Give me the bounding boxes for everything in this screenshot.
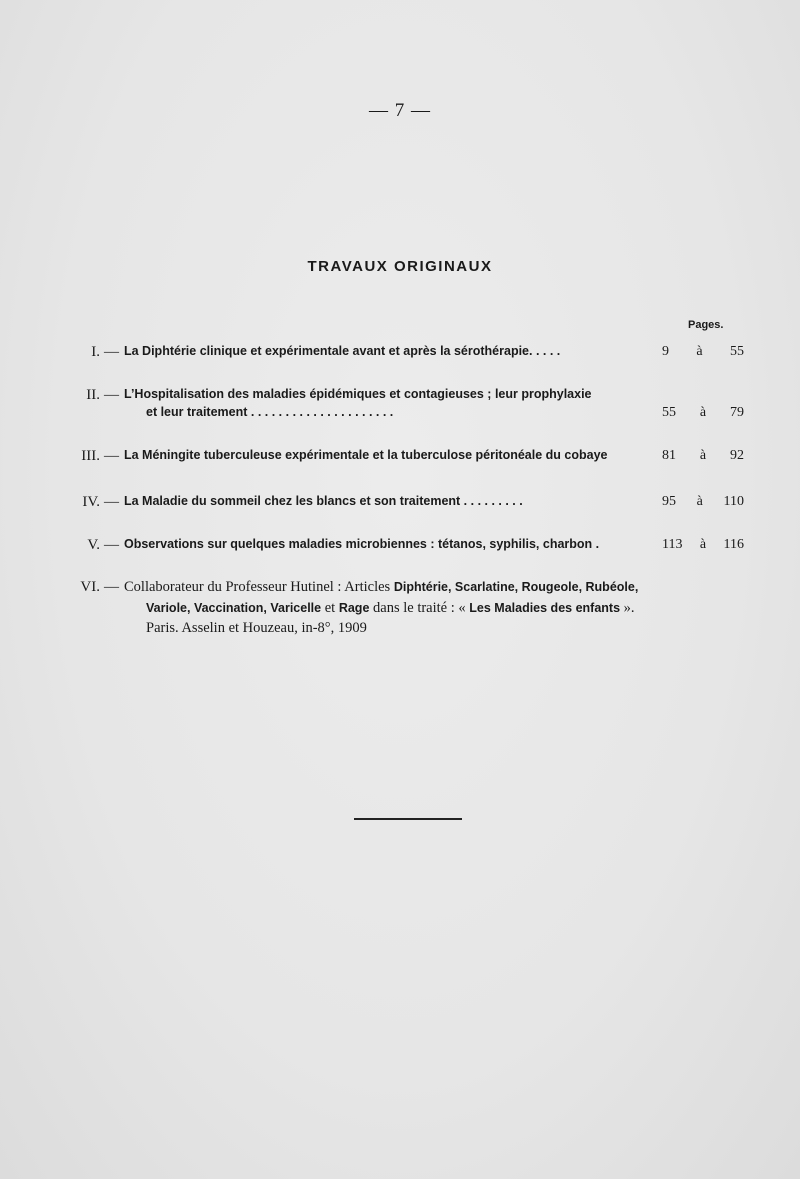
page-from: 95: [662, 494, 676, 509]
entry-title: Observations sur quelques maladies microbiennes : tétanos, syphilis, charbon .: [124, 537, 600, 551]
page-range: [662, 344, 744, 360]
entry-vi-text: dans le traité : «: [369, 600, 470, 616]
entry-vi-line3: [146, 620, 367, 637]
entry-vi-bold: Diphtérie, Scarlatine, Rougeole, Rubéole,: [393, 580, 639, 594]
page-range: [662, 405, 744, 421]
entry-vi-line2: [146, 600, 635, 617]
page-a: à: [696, 344, 703, 359]
page-to: 116: [723, 537, 744, 552]
entry-title: La Méningite tuberculeuse expérimentale et la tuberculose péritonéale du cobaye: [124, 448, 608, 462]
page-from: 81: [662, 448, 676, 463]
entry-dash: —: [104, 344, 119, 360]
page-number: — 7 —: [369, 100, 431, 121]
entry-vi-text: et: [321, 600, 339, 616]
page-from: 113: [662, 537, 683, 552]
entry-dash: —: [104, 579, 119, 595]
page-to: 79: [730, 405, 744, 420]
entry-number: III.: [81, 448, 100, 464]
entry-title: La Maladie du sommeil chez les blancs et son traitement . . . . . . . . .: [124, 494, 523, 508]
entry-title: L’Hospitalisation des maladies épidémiques et contagieuses ; leur prophylaxie: [124, 387, 592, 401]
entry-dash: —: [104, 387, 119, 403]
divider: [354, 818, 462, 820]
page-range: [662, 537, 744, 553]
page-title: TRAVAUX ORIGINAUX: [307, 258, 493, 275]
page-to: 55: [730, 344, 744, 359]
entry-vi-bold: Rage: [338, 601, 370, 615]
entry-vi-text: Paris. Asselin et Houzeau, in-8°, 1909: [146, 620, 367, 636]
page-range: [662, 448, 744, 464]
entry-dash: —: [104, 494, 119, 510]
entry-dash: —: [104, 448, 119, 464]
page-a: à: [696, 494, 703, 509]
page-a: à: [699, 537, 707, 552]
entry-title-line2: et leur traitement . . . . . . . . . . . . . . . . . . . . .: [146, 405, 394, 419]
entry-vi-bold: Les Maladies des enfants: [469, 601, 621, 615]
entry-vi-line1: [124, 579, 638, 596]
page-from: 9: [662, 344, 669, 359]
page-range: [662, 494, 744, 510]
page-a: à: [699, 448, 707, 463]
entry-dash: —: [104, 537, 119, 553]
entry-title: La Diphtérie clinique et expérimentale avant et après la sérothérapie. . . . .: [124, 344, 561, 358]
entry-number: V.: [87, 537, 100, 553]
pages-column-header: Pages.: [688, 319, 724, 331]
entry-vi-text: ».: [620, 600, 635, 616]
entry-number: II.: [86, 387, 100, 403]
entry-number: I.: [91, 344, 100, 360]
page-a: à: [699, 405, 707, 420]
page-to: 92: [730, 448, 744, 463]
entry-number: IV.: [82, 494, 100, 510]
entry-vi-bold: Variole, Vaccination, Varicelle: [146, 601, 322, 615]
page-to: 110: [723, 494, 744, 509]
entry-number: VI.: [80, 579, 100, 595]
page-from: 55: [662, 405, 676, 420]
entry-vi-text: Collaborateur du Professeur Hutinel : Articles: [124, 579, 394, 595]
